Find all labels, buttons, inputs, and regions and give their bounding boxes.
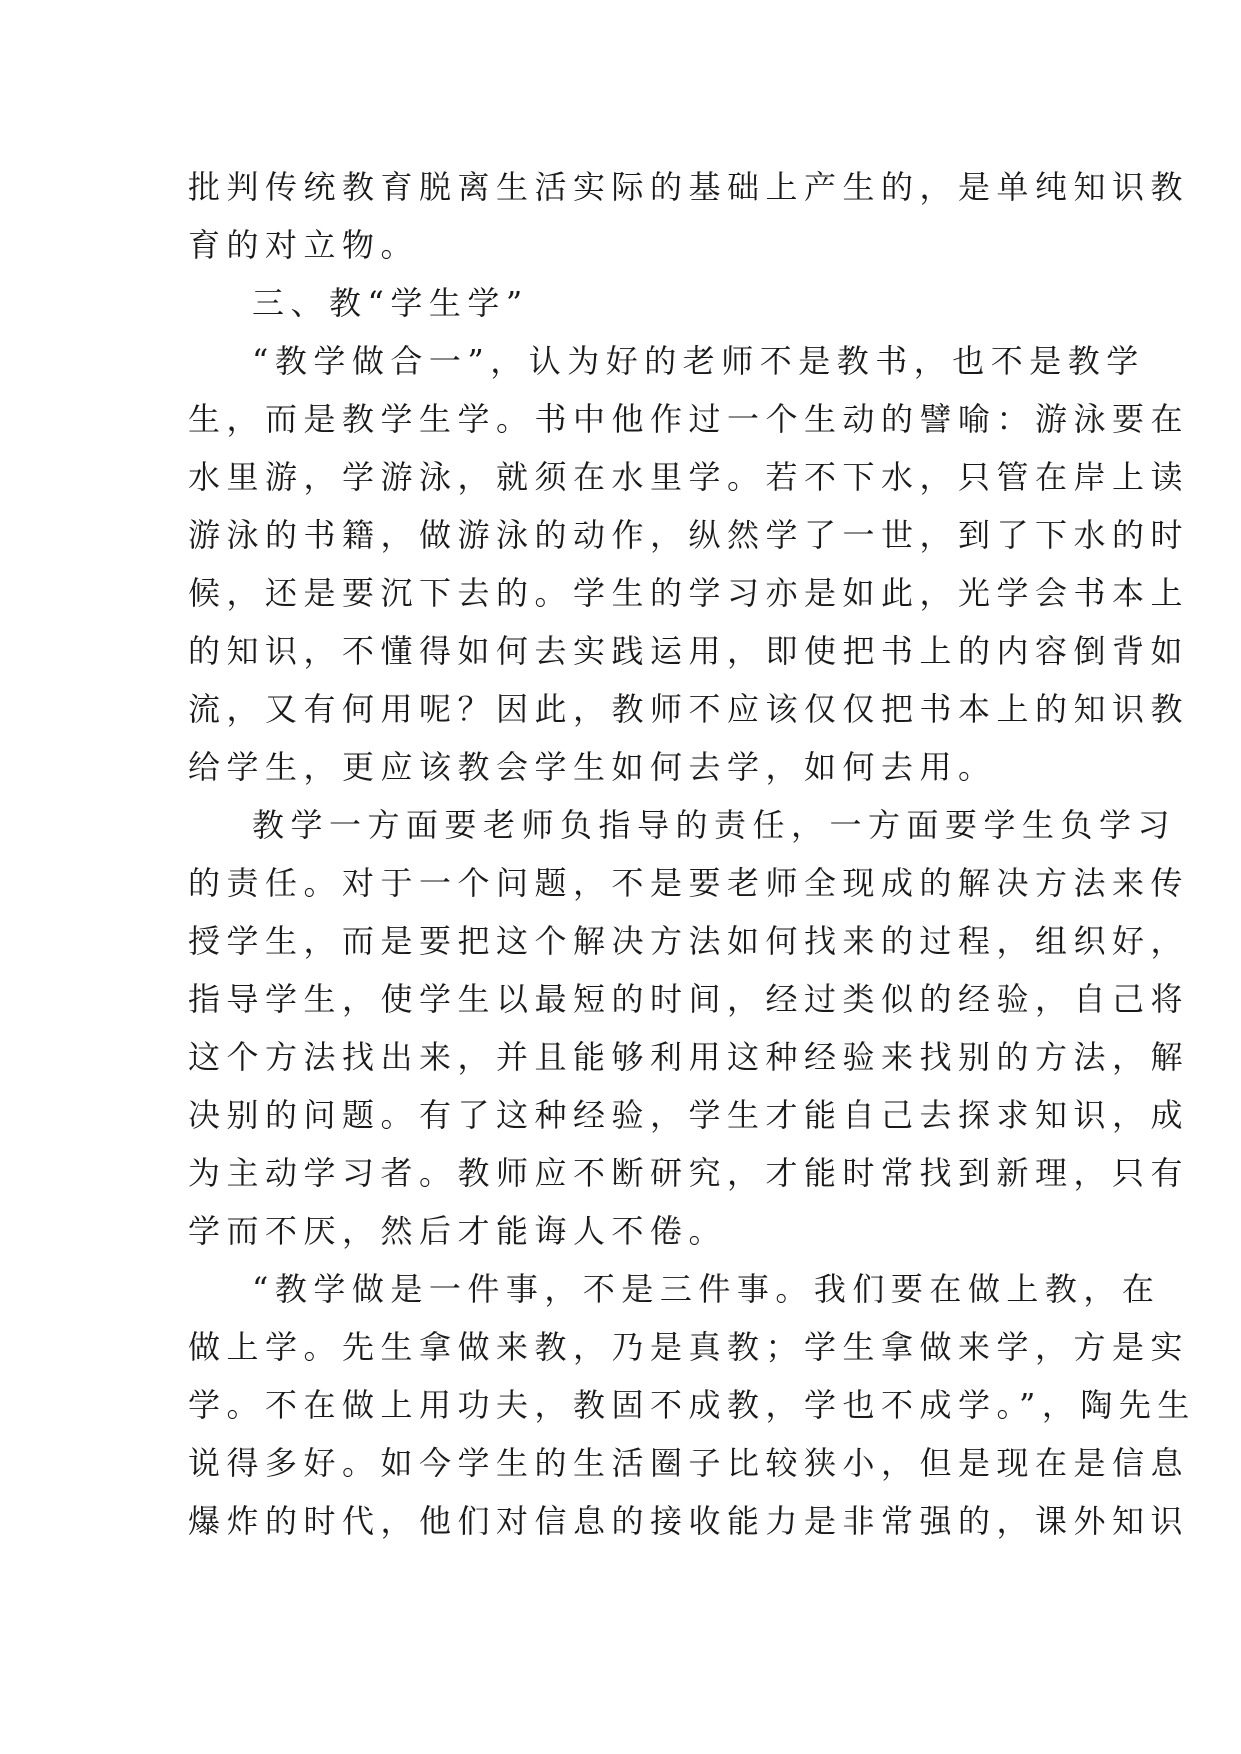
paragraph-start-line: 教学一方面要老师负指导的责任，一方面要学生负学习 xyxy=(252,806,1177,844)
text-line: 给学生，更应该教会学生如何去学，如何去用。 xyxy=(188,748,997,786)
text-line: 指导学生，使学生以最短的时间，经过类似的经验，自己将 xyxy=(188,980,1190,1018)
paragraph-start-line: “教学做合一”，认为好的老师不是教书，也不是教学 xyxy=(252,342,1145,380)
section-heading: 三、教“学生学” xyxy=(252,284,529,322)
text-line: 的责任。对于一个问题，不是要老师全现成的解决方法来传 xyxy=(188,864,1190,902)
text-line: 学。不在做上用功夫，教固不成教，学也不成学。”，陶先生 xyxy=(188,1386,1196,1424)
text-line: 为主动学习者。教师应不断研究，才能时常找到新理，只有 xyxy=(188,1154,1190,1192)
text-line: 做上学。先生拿做来教，乃是真教；学生拿做来学，方是实 xyxy=(188,1328,1190,1366)
text-line: 决别的问题。有了这种经验，学生才能自己去探求知识，成 xyxy=(188,1096,1190,1134)
text-line: 说得多好。如今学生的生活圈子比较狭小，但是现在是信息 xyxy=(188,1444,1190,1482)
text-line: 学而不厌，然后才能诲人不倦。 xyxy=(188,1212,728,1250)
text-line: 爆炸的时代，他们对信息的接收能力是非常强的，课外知识 xyxy=(188,1502,1190,1540)
text-line: 育的对立物。 xyxy=(188,226,420,264)
text-line: 水里游，学游泳，就须在水里学。若不下水，只管在岸上读 xyxy=(188,458,1190,496)
text-line: 这个方法找出来，并且能够利用这种经验来找别的方法，解 xyxy=(188,1038,1190,1076)
text-line: 流，又有何用呢？因此，教师不应该仅仅把书本上的知识教 xyxy=(188,690,1190,728)
text-line: 生，而是教学生学。书中他作过一个生动的譬喻：游泳要在 xyxy=(188,400,1190,438)
text-line: 批判传统教育脱离生活实际的基础上产生的，是单纯知识教 xyxy=(188,168,1190,206)
text-line: 授学生，而是要把这个解决方法如何找来的过程，组织好， xyxy=(188,922,1190,960)
document-body xyxy=(188,158,1196,1550)
text-line: 候，还是要沉下去的。学生的学习亦是如此，光学会书本上 xyxy=(188,574,1190,612)
paragraph-start-line: “教学做是一件事，不是三件事。我们要在做上教，在 xyxy=(252,1270,1161,1308)
text-line: 的知识，不懂得如何去实践运用，即使把书上的内容倒背如 xyxy=(188,632,1190,670)
text-line: 游泳的书籍，做游泳的动作，纵然学了一世，到了下水的时 xyxy=(188,516,1190,554)
